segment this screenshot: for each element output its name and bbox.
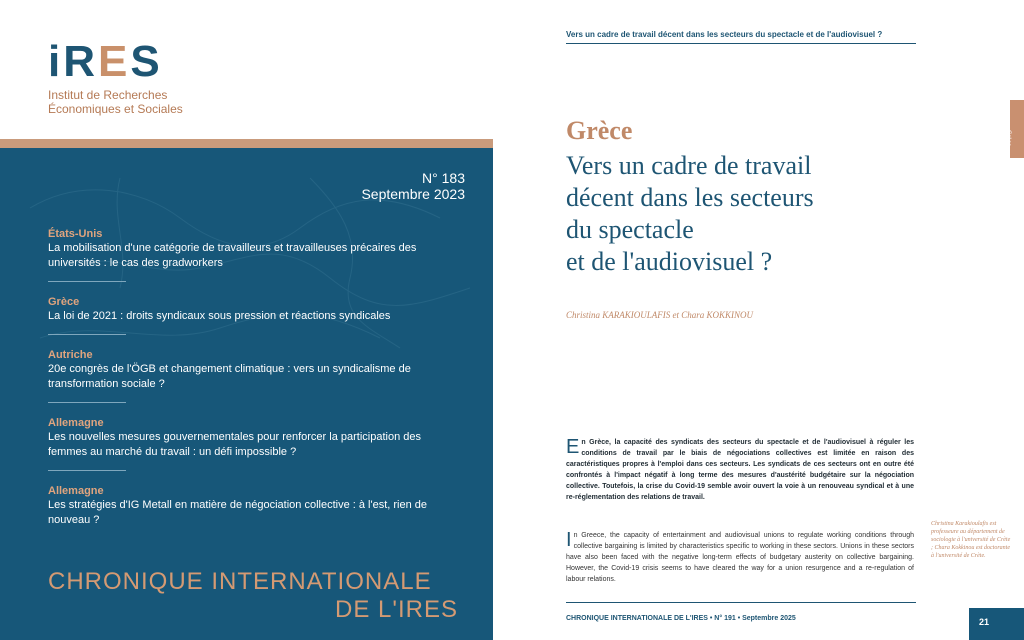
page-number-box — [969, 608, 1024, 640]
article-country: Grèce — [566, 116, 633, 145]
toc-separator — [48, 281, 126, 282]
journal-title: CHRONIQUE INTERNATIONALE DE L'IRES — [48, 568, 458, 623]
toc-separator — [48, 334, 126, 335]
running-head-rule — [566, 43, 916, 44]
toc-item[interactable]: Autriche 20e congrès de l'ÖGB et changement climatique : vers un syndicalisme de transformation sociale ? — [48, 349, 448, 403]
article-page — [493, 0, 1024, 640]
dropcap: I — [566, 529, 572, 551]
logo-mark: iRES — [48, 37, 163, 86]
toc-separator — [48, 470, 126, 471]
running-head: Vers un cadre de travail décent dans les secteurs du spectacle et de l'audiovisuel ? — [566, 30, 883, 39]
abstract-english: In Greece, the capacity of entertainment and audiovisual unions to regulate working conditions through collective bargaining is limited by characteristics specific to working in these sectors. Unions in these sectors have also been faced with the negative long-term effects of budgetary austerity on collective bargaining. However, the Covid-19 crisis seems to have cleared the way for a union resurgence and a re-regulation of labour relations. — [566, 529, 914, 583]
toc-item[interactable]: Allemagne Les nouvelles mesures gouvernementales pour renforcer la participation des femmes au marché du travail : un défi impossible ? — [48, 417, 448, 471]
cover-contents-panel — [0, 148, 493, 640]
section-tab[interactable]: Grèce — [1010, 100, 1024, 158]
page-footer: CHRONIQUE INTERNATIONALE DE L'IRES • N° 191 • Septembre 2025 — [566, 615, 796, 622]
toc-item[interactable]: Allemagne Les stratégies d'IG Metall en matière de négociation collective : à l'est, rien de nouveau ? — [48, 485, 428, 526]
toc-item[interactable]: États-Unis La mobilisation d'une catégorie de travailleurs et travailleuses précaires des universités : le cas des gradworkers — [48, 228, 448, 282]
ires-logo — [48, 37, 183, 116]
article-authors: Christina KARAKIOULAFIS et Chara KOKKINOU — [566, 310, 754, 320]
article-title: Vers un cadre de travail décent dans les secteurs du spectacle et de l'audiovisuel ? — [566, 151, 814, 276]
dropcap: E — [566, 436, 580, 458]
toc-item[interactable]: Grèce La loi de 2021 : droits syndicaux sous pression et réactions syndicales — [48, 296, 448, 335]
issue-date: Septembre 2023 — [361, 186, 465, 202]
issue-info — [361, 170, 465, 202]
toc-separator — [48, 402, 126, 403]
footer-rule — [566, 602, 916, 603]
cover-page — [0, 0, 493, 640]
issue-number: N° 183 — [422, 170, 465, 186]
abstract-french: En Grèce, la capacité des syndicats des secteurs du spectacle et de l'audiovisuel à réguler les conditions de travail par le biais de négociations collectives est limitée en raison des caractéristiques propres à l'emploi dans ces secteurs. Les syndicats de ces secteurs ont en outre été confrontés à l'impact négatif à long terme des mesures d'austérité budgétaire sur la négociation collective. Toutefois, la crise du Covid-19 semble avoir ouvert la voie à un renouveau syndical et à une re-réglementation des relations de travail. — [566, 436, 914, 501]
page-number: 21 — [979, 617, 990, 627]
logo-subtitle: Institut de Recherches Économiques et Sociales — [48, 88, 183, 116]
table-of-contents — [48, 228, 448, 542]
tan-divider-bar — [0, 139, 493, 148]
author-sidenote: Christina Karakioulafis est professeure au département de sociologie à l'université de Crète ; Chara Kokkinou est doctorante à l'université de Crète. — [931, 521, 1011, 559]
